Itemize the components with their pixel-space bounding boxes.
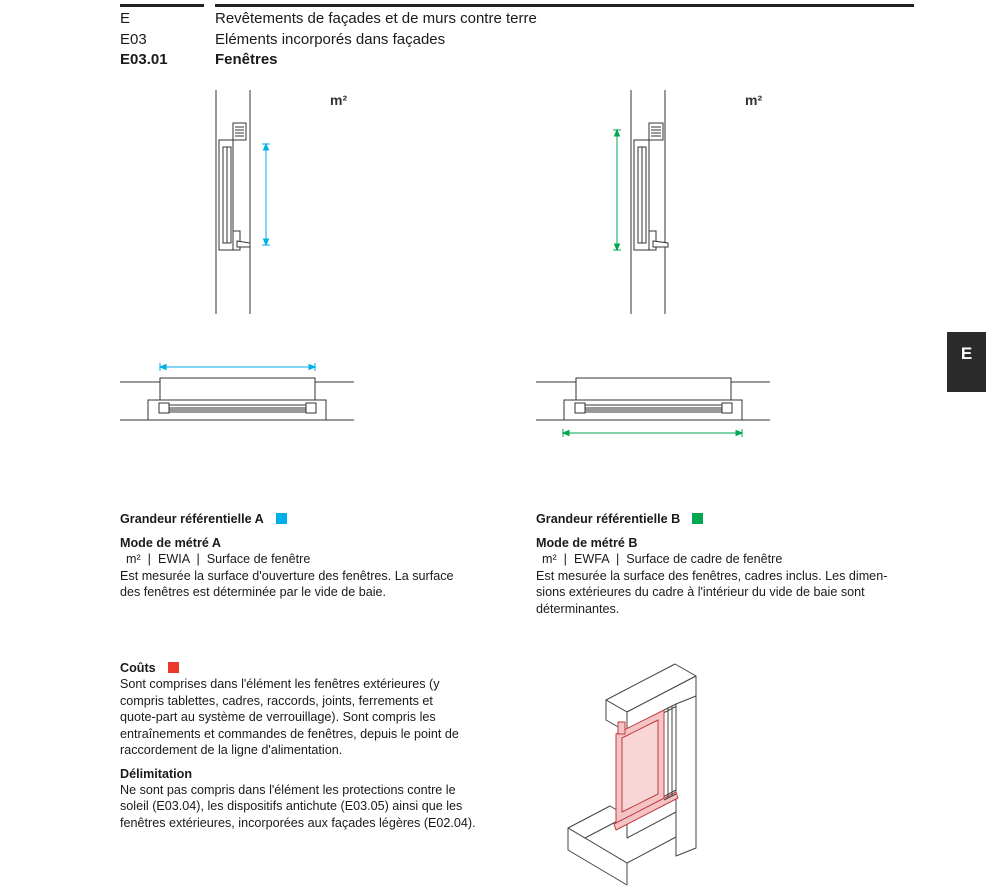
header-title-3: Fenêtres [215,51,278,68]
costs-section [120,660,510,831]
chapter-tab: E [947,332,986,392]
section-a [120,511,500,601]
header-code-3: E03.01 [120,51,168,68]
header-title-2: Eléments incorporés dans façades [215,31,446,48]
section-b-title [536,511,936,527]
costs-title [120,660,510,676]
header-rule-right [215,4,914,7]
header-rule-left [120,4,204,7]
plan-drawing-a [118,358,358,428]
costs-line: compris tablettes, cadres, raccords, joints, ferrements et [120,693,433,708]
delimitation-line: Ne sont pas compris dans l'élément les protections contre le [120,782,456,797]
dimension-b-vertical [609,126,625,256]
mode-a-abbr: EWIA [157,552,190,566]
mode-a-code-line: m² | EWIA | Surface de fenêtre [126,552,311,566]
delimitation-line: fenêtres extérieures, incorporées aux façades légères (E02.04). [120,815,476,830]
costs-line: entraînements et commandes de fenêtres, depuis le point de [120,726,459,741]
dimension-a-vertical [258,140,274,250]
costs-line: raccordement de la ligne d'alimentation. [120,743,343,757]
mode-b-title: Mode de métré B [536,536,638,550]
costs-line: Sont comprises dans l'élément les fenêtres extérieures (y [120,677,440,691]
mode-b-unit: m² [542,552,557,566]
costs-title-text: Coûts [120,661,156,675]
mode-a-title: Mode de métré A [120,536,222,550]
section-b-title-text: Grandeur référentielle B [536,512,681,526]
section-a-description-line: des fenêtres est déterminée par le vide de baie. [120,585,387,599]
section-b-description-line: Est mesurée la surface des fenêtres, cadres inclus. Les dimen- [536,568,888,583]
plan-drawing-b [534,370,774,445]
mode-b-abbr: EWFA [573,552,609,566]
color-swatch-b [692,513,703,524]
section-a-title [120,511,500,527]
unit-label-b: m² [745,92,763,108]
mode-a-unit: m² [126,552,141,566]
section-b-description-line: déterminantes. [536,601,620,616]
header-code-2: E03 [120,31,147,48]
section-a-description-line: Est mesurée la surface d'ouverture des fenêtres. La surface [120,568,454,583]
mode-b-desc: Surface de cadre de fenêtre [626,552,783,566]
section-b [536,511,936,617]
color-swatch-costs [168,662,179,673]
delimitation-title: Délimitation [120,766,193,781]
section-a-title-text: Grandeur référentielle A [120,512,264,526]
costs-line: quote-part au système de verrouillage). Sont compris les [120,710,436,724]
mode-a-desc: Surface de fenêtre [206,552,311,566]
color-swatch-a [276,513,287,524]
delimitation-line: soleil (E03.04), les dispositifs antichute (E03.05) ainsi que les [120,799,463,813]
header-code-1: E [120,10,131,27]
header-title-1: Revêtements de façades et de murs contre terre [215,10,537,27]
unit-label-a: m² [330,92,348,108]
mode-b-code-line: m² | EWFA | Surface de cadre de fenêtre [542,552,783,566]
section-b-description-line: sions extérieures du cadre à l'intérieur du vide de baie sont [536,585,865,599]
window-isometric-illustration [560,660,700,888]
